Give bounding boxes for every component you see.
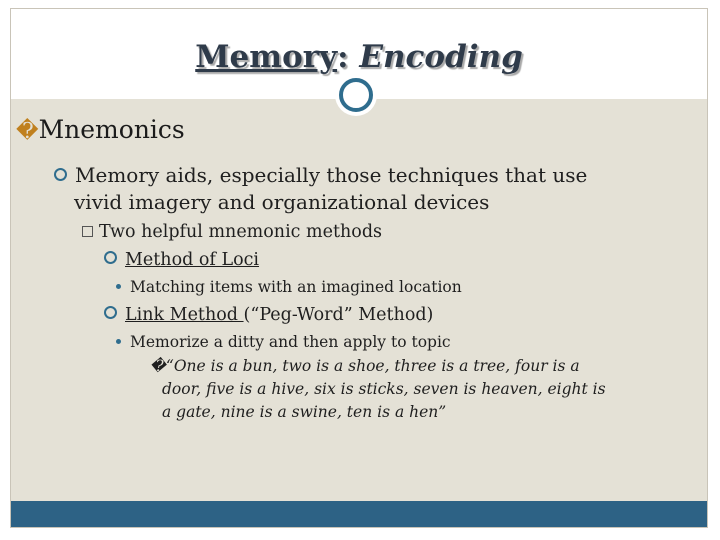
definition-line-1: Memory aids, especially those techniques that use <box>54 163 587 187</box>
circle-ornament-icon <box>339 78 373 112</box>
method-of-loci-detail: Matching items with an imagined location <box>116 278 462 296</box>
quote-marker-icon: � <box>150 357 166 375</box>
peg-word-quote-line-2: door, five is a hive, six is sticks, seven is heaven, eight is <box>162 380 606 398</box>
bottom-bar <box>11 501 707 527</box>
method-of-loci: Method of Loci <box>104 250 259 270</box>
slide-title <box>11 39 707 75</box>
peg-word-quote-line-1: �“One is a bun, two is a shoe, three is a tree, four is a <box>150 357 580 375</box>
peg-word-quote-line-3: a gate, nine is a swine, ten is a hen” <box>162 403 447 421</box>
link-method: Link Method (“Peg-Word” Method) <box>104 305 433 325</box>
dot-bullet-icon <box>116 339 121 344</box>
ring-bullet-icon <box>54 168 67 181</box>
subheading: Two helpful mnemonic methods <box>82 222 382 242</box>
square-bullet-icon <box>82 226 93 237</box>
link-method-detail: Memorize a ditty and then apply to topic <box>116 333 451 351</box>
heading-mnemonics: �Mnemonics <box>16 115 185 144</box>
definition-line-2: vivid imagery and organizational devices <box>74 190 490 214</box>
dot-bullet-icon <box>116 284 121 289</box>
ring-bullet-icon <box>104 251 117 264</box>
heading-marker-icon: � <box>16 119 39 144</box>
ring-bullet-icon <box>104 306 117 319</box>
title-separator: : <box>337 39 360 75</box>
title-subtopic: Encoding <box>359 39 523 75</box>
title-topic: Memory <box>195 39 338 75</box>
